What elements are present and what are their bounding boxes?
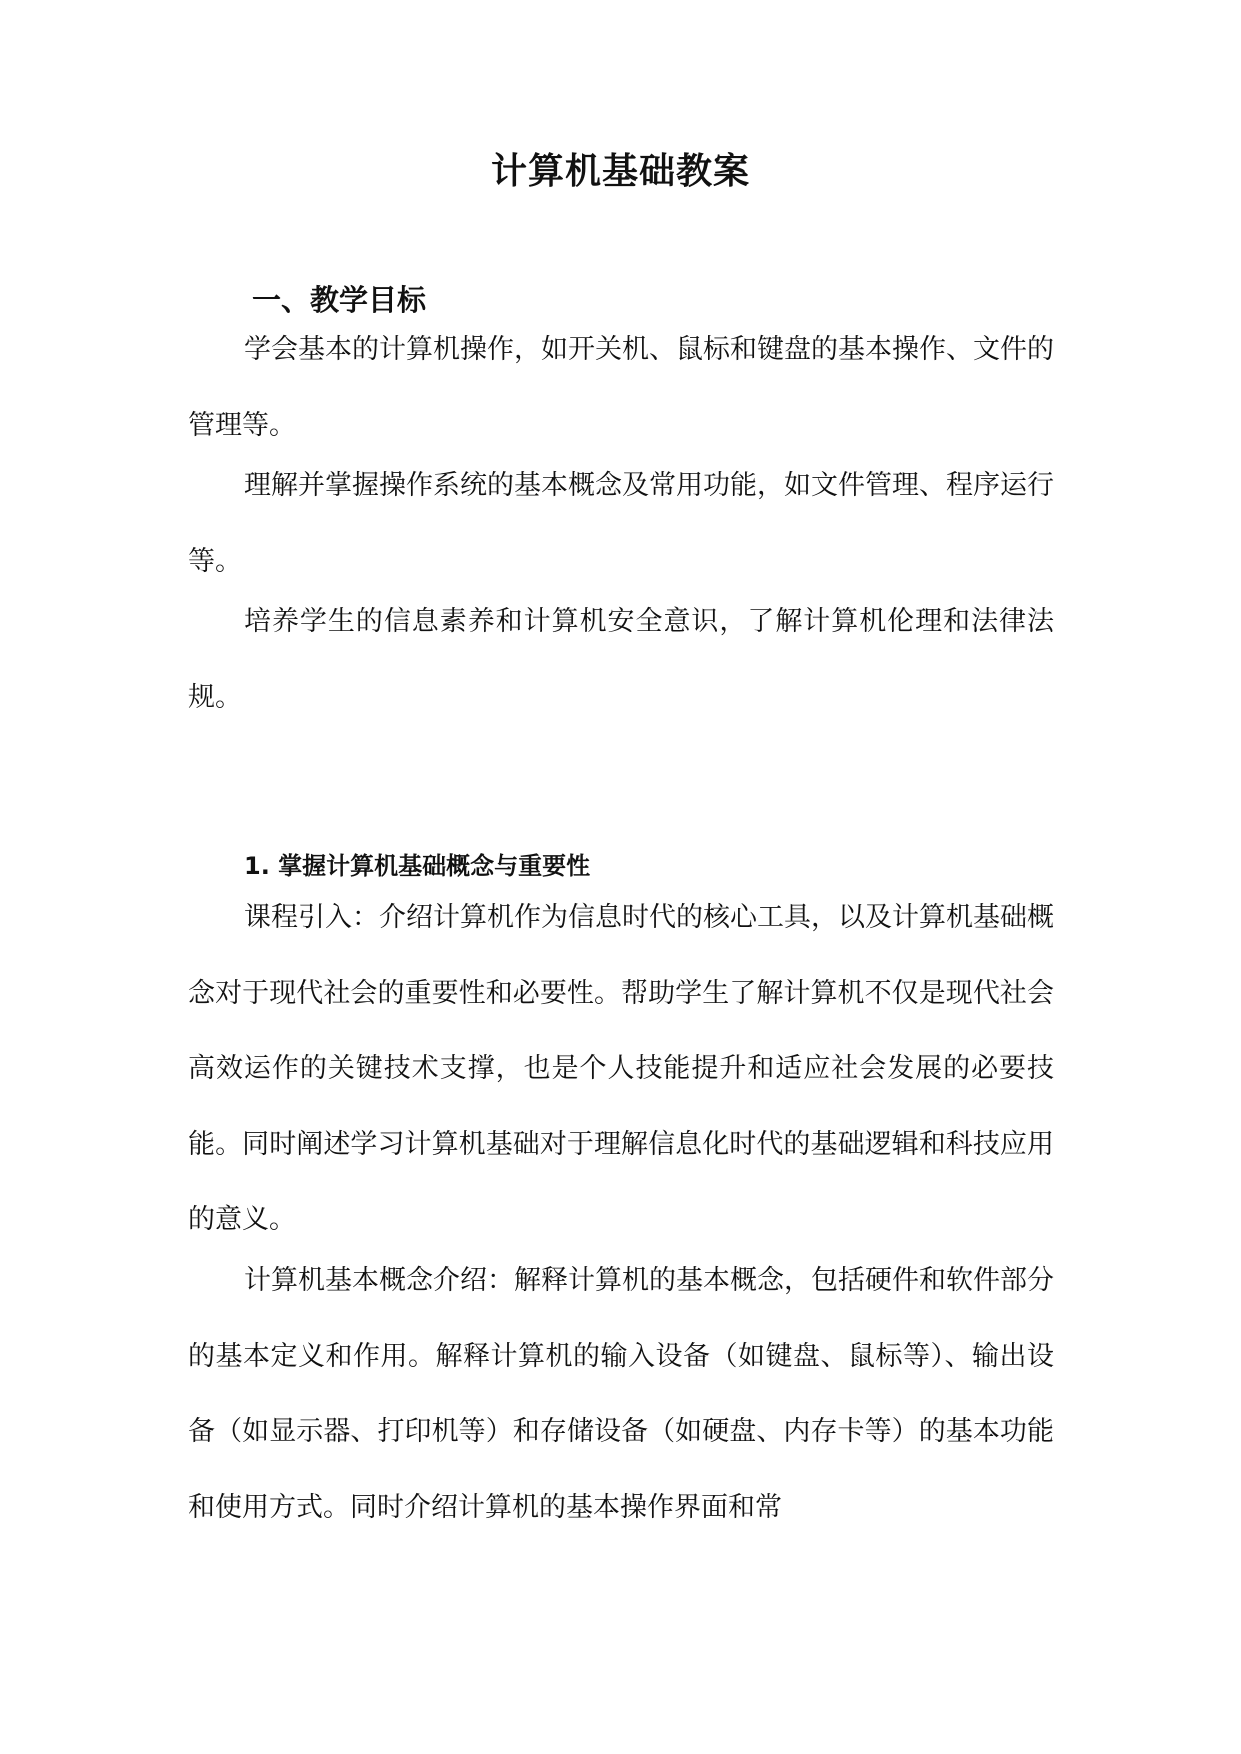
document-title: 计算机基础教案: [490, 151, 750, 192]
section-heading-teaching-objectives: 一、教学目标: [252, 283, 427, 317]
subsection-heading-basic-concepts: 1. 掌握计算机基础概念与重要性: [244, 852, 591, 880]
course-intro-paragraph: 课程引入：介绍计算机作为信息时代的核心工具，以及计算机基础概念对于现代社会的重要性和必要性。帮助学生了解计算机不仅是现代社会高效运作的关键技术支撑，也是个人技能提升和适应社会发展的必要技能。同时阐述学习计算机基础对于理解信息化时代的基础逻辑和科技应用的意义。: [188, 902, 1054, 1235]
objective-paragraph-2: 理解并掌握操作系统的基本概念及常用功能，如文件管理、程序运行等。: [188, 470, 1054, 577]
basic-concepts-paragraph: 计算机基本概念介绍：解释计算机的基本概念，包括硬件和软件部分的基本定义和作用。解释计算机的输入设备（如键盘、鼠标等）、输出设备（如显示器、打印机等）和存储设备（如硬盘、内存卡等）的基本功能和使用方式。同时介绍计算机的基本操作界面和常: [188, 1265, 1054, 1523]
objective-paragraph-3: 培养学生的信息素养和计算机安全意识，了解计算机伦理和法律法规。: [188, 606, 1054, 713]
objective-paragraph-1: 学会基本的计算机操作，如开关机、鼠标和键盘的基本操作、文件的管理等。: [188, 334, 1054, 441]
